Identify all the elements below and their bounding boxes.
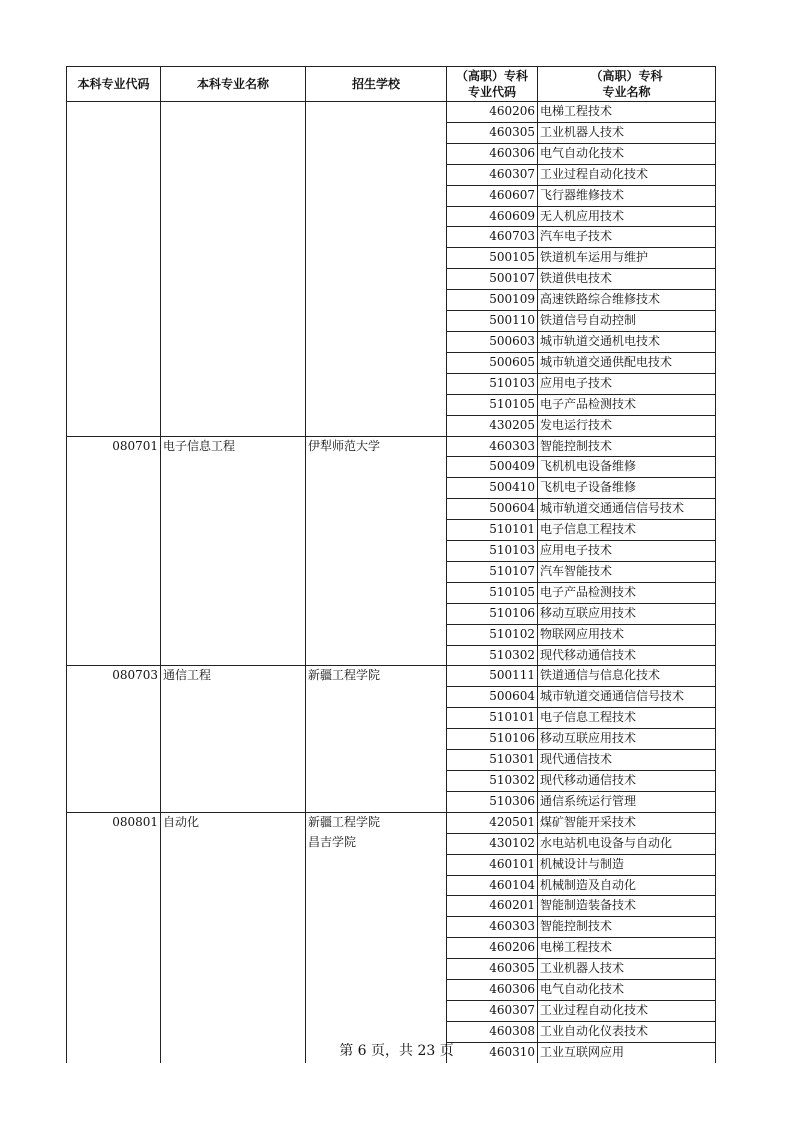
vocational-code-cell: 460206: [447, 102, 538, 123]
undergrad-code-cell: 080701: [67, 436, 161, 666]
vocational-name-cell: 现代移动通信技术: [538, 645, 716, 666]
vocational-name-cell: 通信系统运行管理: [538, 791, 716, 812]
vocational-code-cell: 510306: [447, 791, 538, 812]
school-cell: [306, 812, 447, 1062]
vocational-code-cell: 500105: [447, 248, 538, 269]
vocational-code-cell: 510101: [447, 708, 538, 729]
header-school: 招生学校: [306, 67, 447, 102]
vocational-code-cell: 460305: [447, 122, 538, 143]
vocational-code-cell: 460308: [447, 1021, 538, 1042]
table-row: [67, 666, 716, 687]
vocational-name-cell: 工业机器人技术: [538, 122, 716, 143]
vocational-name-cell: 城市轨道交通通信信号技术: [538, 687, 716, 708]
undergrad-code-cell: 080801: [67, 812, 161, 1062]
vocational-name-cell: 飞行器维修技术: [538, 185, 716, 206]
school-name: 新疆工程学院: [308, 668, 381, 683]
header-undergrad-code: 本科专业代码: [67, 67, 161, 102]
vocational-code-cell: 460101: [447, 854, 538, 875]
vocational-code-cell: 500410: [447, 478, 538, 499]
undergrad-name-cell: [161, 102, 306, 437]
header-vocational-name-line2: 专业名称: [602, 85, 651, 99]
undergrad-name-cell: 电子信息工程: [161, 436, 306, 666]
vocational-code-cell: 420501: [447, 812, 538, 833]
vocational-name-cell: 智能制造装备技术: [538, 896, 716, 917]
vocational-name-cell: 水电站机电设备与自动化: [538, 833, 716, 854]
vocational-name-cell: 工业过程自动化技术: [538, 164, 716, 185]
vocational-name-cell: 铁道供电技术: [538, 269, 716, 290]
vocational-code-cell: 500409: [447, 457, 538, 478]
vocational-code-cell: 500604: [447, 687, 538, 708]
school-cell: [306, 102, 447, 437]
vocational-name-cell: 城市轨道交通机电技术: [538, 331, 716, 352]
vocational-code-cell: 510103: [447, 541, 538, 562]
header-vocational-name: [538, 67, 716, 102]
vocational-code-cell: 510106: [447, 603, 538, 624]
header-vocational-code: [447, 67, 538, 102]
vocational-code-cell: 500110: [447, 311, 538, 332]
vocational-code-cell: 430205: [447, 415, 538, 436]
vocational-code-cell: 500109: [447, 290, 538, 311]
vocational-name-cell: 飞机电子设备维修: [538, 478, 716, 499]
header-vocational-code-line2: 专业代码: [467, 85, 516, 99]
header-undergrad-name: 本科专业名称: [161, 67, 306, 102]
vocational-code-cell: 430102: [447, 833, 538, 854]
vocational-name-cell: 电子信息工程技术: [538, 708, 716, 729]
vocational-name-cell: 移动互联应用技术: [538, 729, 716, 750]
vocational-code-cell: 500111: [447, 666, 538, 687]
table-row: [67, 812, 716, 833]
vocational-name-cell: 铁道机车运用与维护: [538, 248, 716, 269]
vocational-code-cell: 460306: [447, 980, 538, 1001]
vocational-name-cell: 飞机机电设备维修: [538, 457, 716, 478]
vocational-name-cell: 电梯工程技术: [538, 938, 716, 959]
vocational-name-cell: 电子信息工程技术: [538, 520, 716, 541]
vocational-name-cell: 智能控制技术: [538, 917, 716, 938]
vocational-name-cell: 机械设计与制造: [538, 854, 716, 875]
vocational-name-cell: 城市轨道交通通信信号技术: [538, 499, 716, 520]
table-body: [67, 102, 716, 1063]
vocational-code-cell: 460306: [447, 143, 538, 164]
vocational-name-cell: 煤矿智能开采技术: [538, 812, 716, 833]
vocational-code-cell: 460303: [447, 436, 538, 457]
vocational-name-cell: 城市轨道交通供配电技术: [538, 352, 716, 373]
school-name: 昌吉学院: [308, 834, 357, 849]
vocational-name-cell: 应用电子技术: [538, 541, 716, 562]
vocational-code-cell: 460201: [447, 896, 538, 917]
vocational-name-cell: 工业互联网应用: [538, 1042, 716, 1062]
vocational-name-cell: 电梯工程技术: [538, 102, 716, 123]
vocational-code-cell: 460303: [447, 917, 538, 938]
vocational-code-cell: 510301: [447, 750, 538, 771]
undergrad-name-cell: 通信工程: [161, 666, 306, 812]
vocational-code-cell: 510106: [447, 729, 538, 750]
vocational-code-cell: 460607: [447, 185, 538, 206]
vocational-code-cell: 460307: [447, 164, 538, 185]
table-row: [67, 102, 716, 123]
table-header-row: [67, 67, 716, 102]
vocational-name-cell: 工业自动化仪表技术: [538, 1021, 716, 1042]
vocational-name-cell: 现代移动通信技术: [538, 771, 716, 792]
vocational-code-cell: 500604: [447, 499, 538, 520]
vocational-code-cell: 500605: [447, 352, 538, 373]
vocational-code-cell: 510103: [447, 373, 538, 394]
vocational-name-cell: 发电运行技术: [538, 415, 716, 436]
vocational-name-cell: 铁道通信与信息化技术: [538, 666, 716, 687]
vocational-name-cell: 电气自动化技术: [538, 143, 716, 164]
page-footer: 第 6 页，共 23 页: [339, 1043, 454, 1059]
school-name: 伊犁师范大学: [308, 438, 381, 453]
vocational-name-cell: 现代通信技术: [538, 750, 716, 771]
vocational-code-cell: 510107: [447, 561, 538, 582]
vocational-name-cell: 电气自动化技术: [538, 980, 716, 1001]
vocational-code-cell: 510102: [447, 624, 538, 645]
vocational-name-cell: 工业机器人技术: [538, 959, 716, 980]
header-vocational-name-line1: （高职）专科: [590, 69, 663, 83]
vocational-code-cell: 460609: [447, 206, 538, 227]
vocational-name-cell: 电子产品检测技术: [538, 394, 716, 415]
undergrad-code-cell: [67, 102, 161, 437]
major-table: [66, 66, 716, 1063]
vocational-name-cell: 物联网应用技术: [538, 624, 716, 645]
vocational-code-cell: 460104: [447, 875, 538, 896]
vocational-code-cell: 510105: [447, 394, 538, 415]
vocational-code-cell: 460703: [447, 227, 538, 248]
vocational-name-cell: 高速铁路综合维修技术: [538, 290, 716, 311]
vocational-code-cell: 510302: [447, 771, 538, 792]
vocational-code-cell: 460307: [447, 1000, 538, 1021]
vocational-code-cell: 510302: [447, 645, 538, 666]
vocational-name-cell: 电子产品检测技术: [538, 582, 716, 603]
vocational-name-cell: 智能控制技术: [538, 436, 716, 457]
table-row: [67, 436, 716, 457]
vocational-name-cell: 铁道信号自动控制: [538, 311, 716, 332]
vocational-code-cell: 500107: [447, 269, 538, 290]
vocational-name-cell: 机械制造及自动化: [538, 875, 716, 896]
vocational-code-cell: 500603: [447, 331, 538, 352]
vocational-code-cell: 510105: [447, 582, 538, 603]
vocational-name-cell: 应用电子技术: [538, 373, 716, 394]
vocational-code-cell: 510101: [447, 520, 538, 541]
vocational-code-cell: 460310: [447, 1042, 538, 1062]
vocational-code-cell: 460206: [447, 938, 538, 959]
undergrad-code-cell: 080703: [67, 666, 161, 812]
vocational-code-cell: 460305: [447, 959, 538, 980]
undergrad-name-cell: 自动化: [161, 812, 306, 1062]
header-vocational-code-line1: （高职）专科: [455, 69, 528, 83]
vocational-name-cell: 无人机应用技术: [538, 206, 716, 227]
school-name: 新疆工程学院: [308, 814, 381, 829]
school-cell: [306, 666, 447, 812]
vocational-name-cell: 工业过程自动化技术: [538, 1000, 716, 1021]
vocational-name-cell: 移动互联应用技术: [538, 603, 716, 624]
school-cell: [306, 436, 447, 666]
vocational-name-cell: 汽车电子技术: [538, 227, 716, 248]
vocational-name-cell: 汽车智能技术: [538, 561, 716, 582]
